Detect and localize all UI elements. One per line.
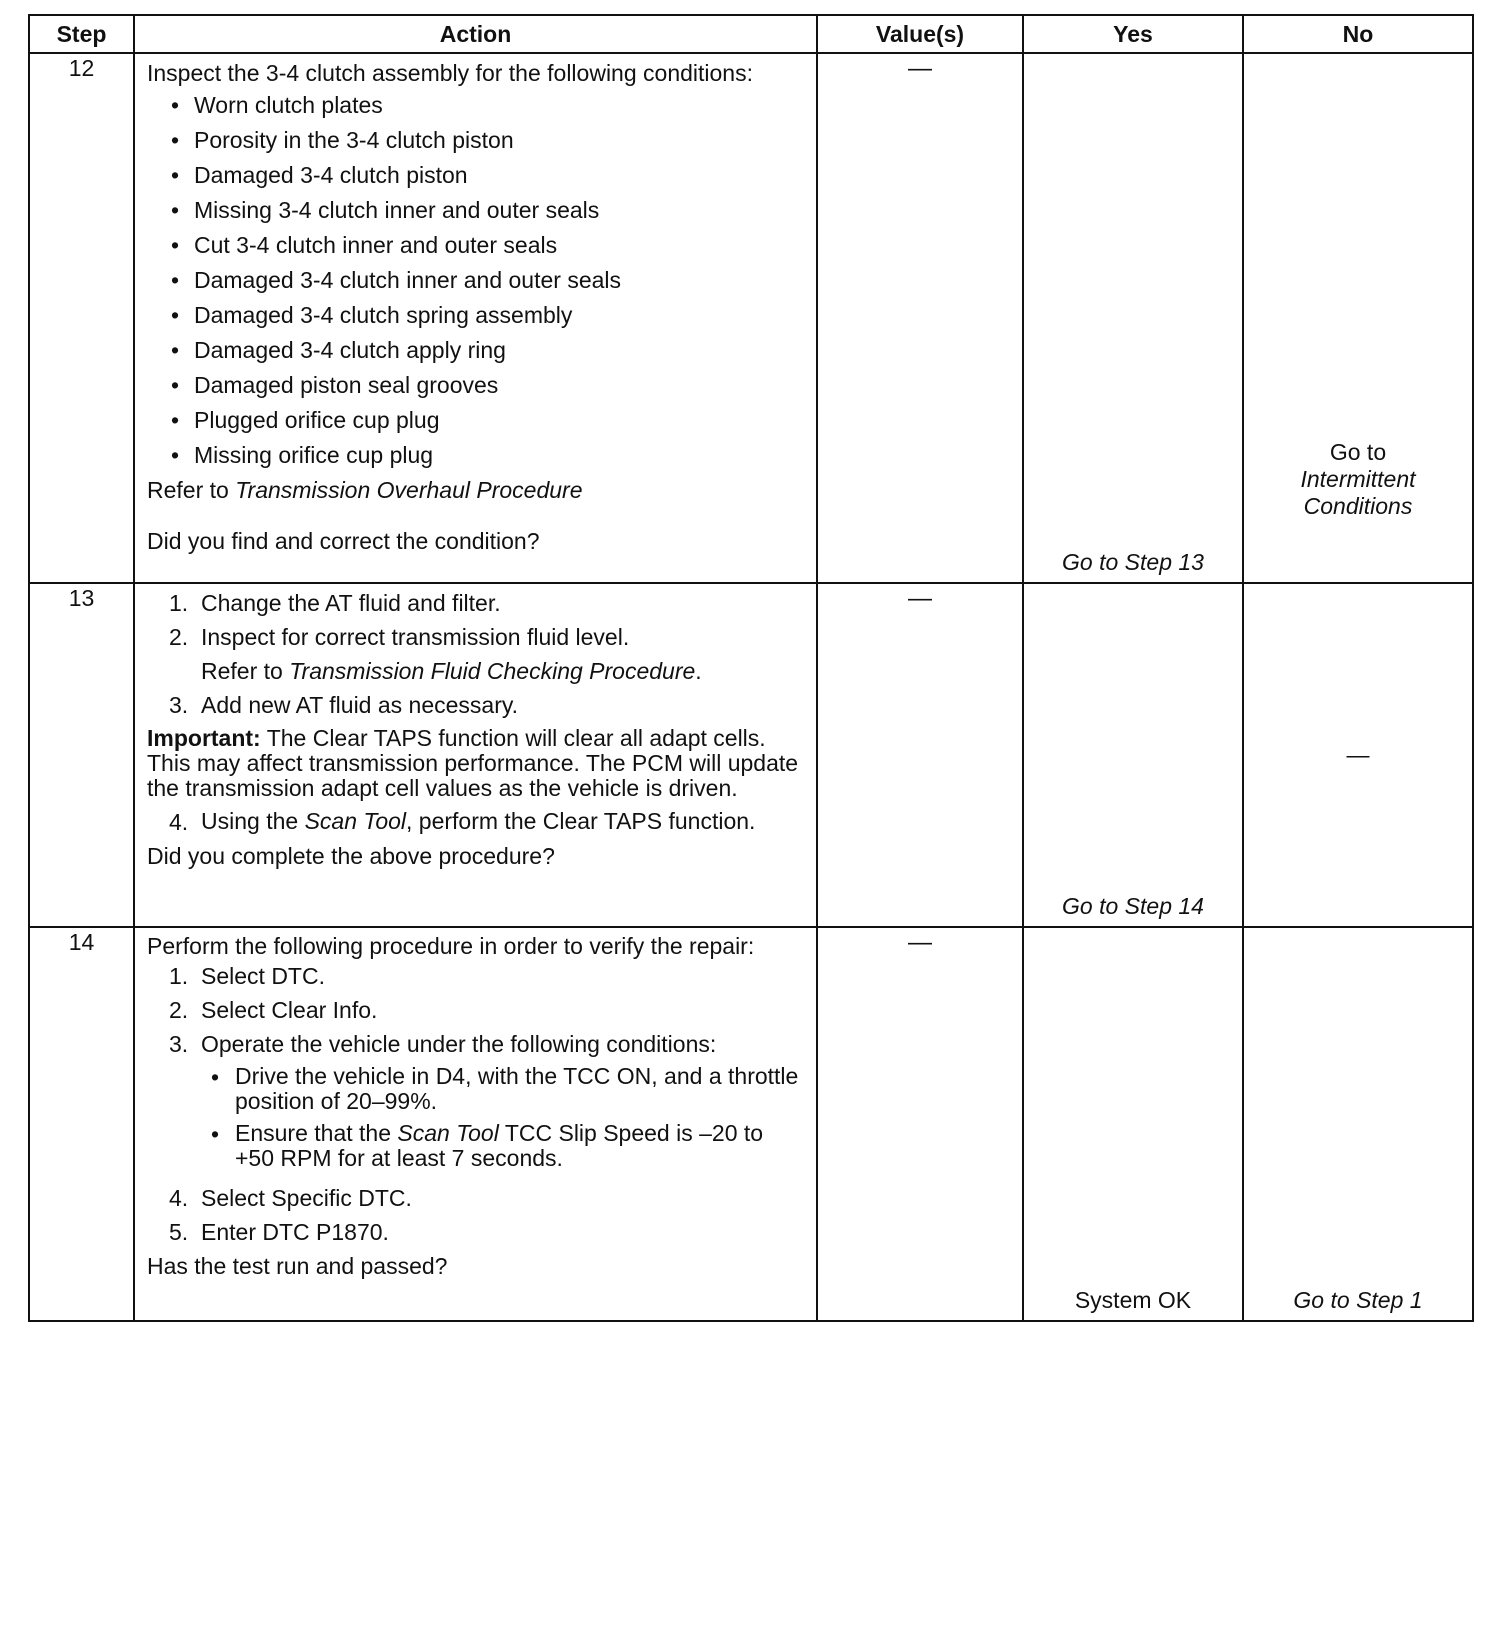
no-goto-line3: Conditions	[1303, 493, 1413, 519]
list-item: • Missing orifice cup plug	[171, 442, 808, 469]
yes-goto-link[interactable]: Go to Step 14	[1062, 893, 1204, 919]
step-number: 14	[29, 927, 134, 1321]
action-cell	[134, 583, 817, 927]
refer-procedure-link[interactable]: Transmission Overhaul Procedure	[235, 477, 583, 503]
header-step: Step	[29, 15, 134, 53]
condition-sublist	[201, 1064, 808, 1171]
header-row	[29, 15, 1473, 53]
no-goto-line2: Intermittent	[1300, 466, 1416, 492]
table-row-step-14	[29, 927, 1473, 1321]
action-question: Did you find and correct the condition?	[147, 528, 540, 554]
list-item: • Damaged 3-4 clutch inner and outer seals	[171, 267, 808, 294]
value-cell: —	[817, 53, 1023, 583]
condition-list	[147, 92, 808, 469]
yes-cell	[1023, 583, 1243, 927]
value-cell: —	[817, 927, 1023, 1321]
list-item: 1. Select DTC.	[169, 963, 325, 989]
no-goto-prefix: Go to	[1329, 439, 1387, 465]
list-item: • Plugged orifice cup plug	[171, 407, 808, 434]
table-row-step-12	[29, 53, 1473, 583]
yes-result: System OK	[1074, 1287, 1192, 1313]
no-cell	[1243, 927, 1473, 1321]
procedure-list	[147, 809, 808, 836]
refer-procedure-link[interactable]: Transmission Fluid Checking Procedure	[289, 658, 696, 684]
refer-prefix: Refer to	[147, 477, 236, 503]
step-number: 12	[29, 53, 134, 583]
table-row-step-13	[29, 583, 1473, 927]
header-values: Value(s)	[817, 15, 1023, 53]
procedure-list	[147, 590, 808, 719]
list-item: 3. Operate the vehicle under the following conditions: • Drive the vehicle in D4, with the TCC ON, and a throttle position of 20–99%. • Ensure that the Scan Tool TCC Slip Speed is –20 to +50 RPM for at least 7 seconds.	[169, 1031, 808, 1178]
action-intro: Inspect the 3-4 clutch assembly for the following conditions:	[147, 60, 753, 86]
yes-cell	[1023, 927, 1243, 1321]
list-item: 1. Change the AT fluid and filter.	[169, 590, 501, 616]
list-item: • Ensure that the Scan Tool TCC Slip Speed is –20 to +50 RPM for at least 7 seconds.	[211, 1120, 764, 1171]
list-item: 2. Select Clear Info.	[169, 997, 378, 1023]
action-question: Did you complete the above procedure?	[147, 843, 555, 869]
refer-line	[147, 477, 808, 504]
no-value: —	[1346, 741, 1370, 768]
header-yes: Yes	[1023, 15, 1243, 53]
header-no: No	[1243, 15, 1473, 53]
no-cell	[1243, 53, 1473, 583]
diagnostic-table	[28, 14, 1474, 1322]
list-item: • Drive the vehicle in D4, with the TCC ON, and a throttle position of 20–99%.	[211, 1063, 799, 1114]
no-cell	[1243, 583, 1473, 927]
no-goto-link[interactable]: Go to Step 1	[1293, 1287, 1423, 1313]
list-item: 2. Inspect for correct transmission fluid level. Refer to Transmission Fluid Checking Procedure.	[169, 624, 702, 684]
list-item: 4. Using the Scan Tool, perform the Clear TAPS function.	[169, 808, 756, 835]
action-cell	[134, 927, 817, 1321]
list-item: 3. Add new AT fluid as necessary.	[169, 692, 519, 718]
important-label: Important:	[147, 725, 261, 751]
header-action: Action	[134, 15, 817, 53]
list-item: • Worn clutch plates	[171, 92, 808, 119]
list-item: • Damaged 3-4 clutch spring assembly	[171, 302, 808, 329]
action-question: Has the test run and passed?	[147, 1253, 448, 1279]
value-cell: —	[817, 583, 1023, 927]
important-note: Important: The Clear TAPS function will clear all adapt cells. This may affect transmission performance. The PCM will update the transmission adapt cell values as the vehicle is driven.	[147, 725, 799, 801]
list-item: • Damaged 3-4 clutch piston	[171, 162, 808, 189]
list-item: • Damaged 3-4 clutch apply ring	[171, 337, 808, 364]
list-item: 4. Select Specific DTC.	[169, 1185, 412, 1211]
list-item: 5. Enter DTC P1870.	[169, 1219, 389, 1245]
no-goto-link[interactable]	[1244, 439, 1472, 520]
action-cell	[134, 53, 817, 583]
list-item: • Cut 3-4 clutch inner and outer seals	[171, 232, 808, 259]
yes-goto-link[interactable]: Go to Step 13	[1062, 549, 1204, 575]
yes-cell	[1023, 53, 1243, 583]
action-intro: Perform the following procedure in order to verify the repair:	[147, 933, 755, 959]
list-item: • Porosity in the 3-4 clutch piston	[171, 127, 808, 154]
procedure-list	[147, 963, 808, 1246]
step-number: 13	[29, 583, 134, 927]
list-item: • Damaged piston seal grooves	[171, 372, 808, 399]
list-item: • Missing 3-4 clutch inner and outer seals	[171, 197, 808, 224]
